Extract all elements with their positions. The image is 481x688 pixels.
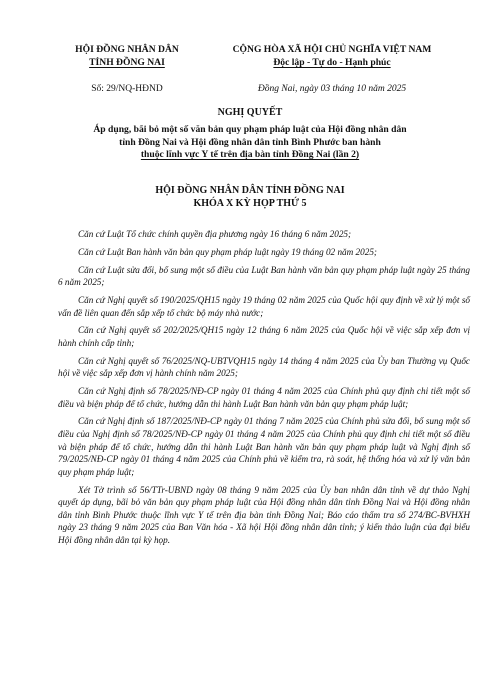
preamble-paragraph: Căn cứ Luật sửa đổi, bổ sung một số điều của Luật Ban hành văn bản quy phạm pháp luật ngày 25 tháng 6 năm 2025; (58, 264, 470, 288)
country-name: CỘNG HÒA XÃ HỘI CHỦ NGHĨA VIỆT NAM (232, 44, 432, 55)
agency-province: TỈNH ĐỒNG NAI (89, 57, 165, 68)
subtitle-line-3-text: thuộc lĩnh vực Y tế trên địa bàn tỉnh Đồng Nai (lần 2) (140, 149, 360, 160)
subtitle-line-1: Áp dụng, bãi bỏ một số văn bản quy phạm pháp luật của Hội đồng nhân dân (93, 124, 407, 135)
document-title: NGHỊ QUYẾT (217, 107, 283, 118)
motto-line (199, 56, 465, 69)
issuing-agency (58, 43, 196, 69)
preamble-paragraph: Căn cứ Nghị định số 187/2025/NĐ-CP ngày 01 tháng 7 năm 2025 của Chính phủ sửa đổi, bổ sung một số điều của Nghị định số 78/2025/NĐ-CP ngày 01 tháng 4 năm 2025 của Chính phủ quy định chi tiết một số điều và biện pháp để tổ chức, hướng dẫn thi hành Luật Ban hành văn bản quy phạm pháp luật và Nghị định số 79/2025/NĐ-CP ngày 01 tháng 4 năm 2025 của Chính phủ về kiểm tra, rà soát, hệ thống hóa và xử lý văn bản quy phạm pháp luật; (58, 416, 470, 477)
preamble-paragraph: Căn cứ Nghị định số 78/2025/NĐ-CP ngày 01 tháng 4 năm 2025 của Chính phủ quy định chi tiết một số điều và biện pháp để tổ chức, hướng dẫn thi hành Luật Ban hành văn bản quy phạm pháp luật; (58, 386, 470, 409)
preamble-paragraph: Căn cứ Luật Ban hành văn bản quy phạm pháp luật ngày 19 tháng 02 năm 2025; (78, 246, 377, 257)
preamble-paragraph: Căn cứ Nghị quyết số 202/2025/QH15 ngày 12 tháng 6 năm 2025 của Quốc hội về việc sắp xếp đơn vị hành chính cấp tỉnh; (58, 325, 470, 348)
agency-line-1: HỘI ĐỒNG NHÂN DÂN (75, 44, 179, 55)
subtitle-line-2: tỉnh Đồng Nai và Hội đồng nhân dân tỉnh Bình Phước ban hành (119, 136, 381, 148)
preamble (58, 228, 470, 552)
council-name: HỘI ĐỒNG NHÂN DÂN TỈNH ĐỒNG NAI (155, 185, 345, 196)
document-subtitle (40, 124, 460, 162)
national-motto (199, 43, 465, 69)
council-session: KHÓA X KỲ HỌP THỨ 5 (193, 198, 307, 209)
preamble-paragraph: Căn cứ Nghị quyết số 190/2025/QH15 ngày 19 tháng 02 năm 2025 của Quốc hội quy định về xử lý một số vấn đề liên quan đến sắp xếp tổ chức bộ máy nhà nước; (58, 294, 470, 318)
council-heading (40, 184, 460, 210)
preamble-paragraph: Xét Tờ trình số 56/TTr-UBND ngày 08 tháng 9 năm 2025 của Ủy ban nhân dân tỉnh về dự thảo Nghị quyết áp dụng, bãi bỏ văn bản quy phạm pháp luật của Hội đồng nhân dân tỉnh Đồng Nai và Hội đồng nhân dân tỉnh Bình Phước thuộc lĩnh vực Y tế trên địa bàn tỉnh Đồng Nai; Báo cáo thẩm tra số 274/BC-BVHXH ngày 23 tháng 9 năm 2025 của Ban Văn hóa - Xã hội Hội đồng nhân dân tỉnh; ý kiến thảo luận của đại biểu Hội đồng nhân dân tại kỳ họp. (58, 484, 470, 545)
preamble-paragraph: Căn cứ Nghị quyết số 76/2025/NQ-UBTVQH15 ngày 14 tháng 4 năm 2025 của Ủy ban Thường vụ Quốc hội về việc sắp xếp đơn vị hành chính năm 2025; (58, 355, 470, 379)
document-number: Số: 29/NQ-HĐND (91, 84, 163, 94)
preamble-paragraph: Căn cứ Luật Tổ chức chính quyền địa phương ngày 16 tháng 6 năm 2025; (78, 229, 352, 239)
subtitle-line-3 (40, 149, 460, 162)
document-date: Đồng Nai, ngày 03 tháng 10 năm 2025 (257, 84, 407, 94)
motto-text: Độc lập - Tự do - Hạnh phúc (273, 57, 391, 68)
agency-line-2 (58, 56, 196, 69)
